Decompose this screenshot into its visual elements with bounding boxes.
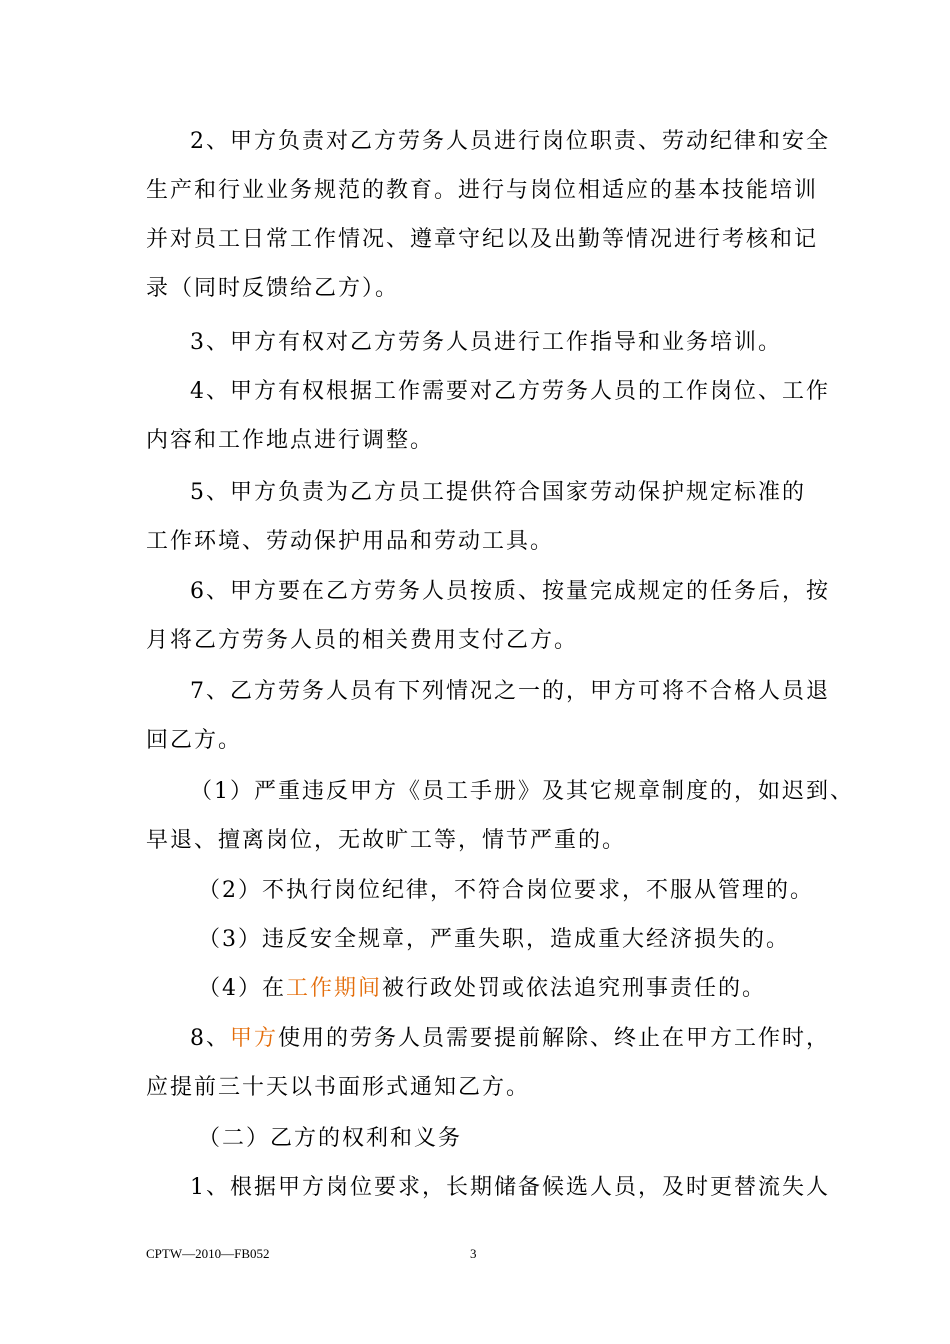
item-3 bbox=[146, 915, 810, 964]
paragraph-line: 内容和工作地点进行调整。 bbox=[146, 428, 435, 453]
text-run: 8、 bbox=[190, 1026, 230, 1051]
paragraph-line: 5、甲方负责为乙方员工提供符合国家劳动保护规定标准的 bbox=[190, 480, 806, 505]
paragraph-line: （二）乙方的权利和义务 bbox=[198, 1126, 463, 1151]
paragraph-line: 3、甲方有权对乙方劳务人员进行工作指导和业务培训。 bbox=[190, 330, 782, 355]
paragraph-b1 bbox=[146, 1163, 830, 1212]
paragraph-line: 4、甲方有权根据工作需要对乙方劳务人员的工作岗位、工作 bbox=[190, 379, 830, 404]
paragraph-line: 2、甲方负责对乙方劳务人员进行岗位职责、劳动纪律和安全 bbox=[190, 129, 830, 154]
text-run: 使用的劳务人员需要提前解除、终止在甲方工作时， bbox=[278, 1026, 831, 1051]
paragraph-6 bbox=[146, 567, 830, 665]
text-run: （4）在 bbox=[198, 976, 286, 1001]
item-1 bbox=[146, 767, 854, 865]
paragraph-line: （2）不执行岗位纪律，不符合岗位要求，不服从管理的。 bbox=[198, 878, 814, 903]
paragraph-line: 工作环境、劳动保护用品和劳动工具。 bbox=[146, 529, 555, 554]
paragraph-line: 月将乙方劳务人员的相关费用支付乙方。 bbox=[146, 628, 579, 653]
paragraph-line bbox=[146, 1014, 831, 1063]
paragraph-line: （3）违反安全规章，严重失职，造成重大经济损失的。 bbox=[198, 927, 790, 952]
footer-page-number: 3 bbox=[470, 1246, 477, 1261]
paragraph-8 bbox=[146, 1014, 831, 1112]
paragraph-2 bbox=[146, 117, 830, 313]
paragraph-3 bbox=[146, 318, 810, 367]
paragraph-line: 早退、擅离岗位，无故旷工等，情节严重的。 bbox=[146, 828, 627, 853]
text-run: 被行政处罚或依法追究刑事责任的。 bbox=[382, 976, 767, 1001]
highlighted-text: 工作期间 bbox=[286, 976, 383, 1001]
item-4 bbox=[146, 964, 810, 1013]
paragraph-line: 应提前三十天以书面形式通知乙方。 bbox=[146, 1075, 531, 1100]
footer-document-code: CPTW—2010—FB052 bbox=[146, 1246, 270, 1261]
paragraph-line: 回乙方。 bbox=[146, 728, 243, 753]
paragraph-line: 6、甲方要在乙方劳务人员按质、按量完成规定的任务后，按 bbox=[190, 579, 830, 604]
paragraph-line: （1）严重违反甲方《员工手册》及其它规章制度的，如迟到、 bbox=[190, 779, 854, 804]
paragraph-4 bbox=[146, 367, 830, 465]
paragraph-line: 生产和行业业务规范的教育。进行与岗位相适应的基本技能培训 bbox=[146, 178, 819, 203]
section-heading bbox=[146, 1114, 810, 1163]
paragraph-5 bbox=[146, 468, 810, 566]
paragraph-line: 7、乙方劳务人员有下列情况之一的，甲方可将不合格人员退 bbox=[190, 679, 830, 704]
paragraph-line: 录（同时反馈给乙方）。 bbox=[146, 276, 400, 301]
item-2 bbox=[146, 866, 814, 915]
paragraph-line: 并对员工日常工作情况、遵章守纪以及出勤等情况进行考核和记 bbox=[146, 227, 819, 252]
paragraph-line bbox=[146, 964, 810, 1013]
highlighted-text: 甲方 bbox=[230, 1026, 279, 1051]
paragraph-line: 1、根据甲方岗位要求，长期储备候选人员，及时更替流失人 bbox=[190, 1175, 830, 1200]
paragraph-7 bbox=[146, 667, 830, 765]
